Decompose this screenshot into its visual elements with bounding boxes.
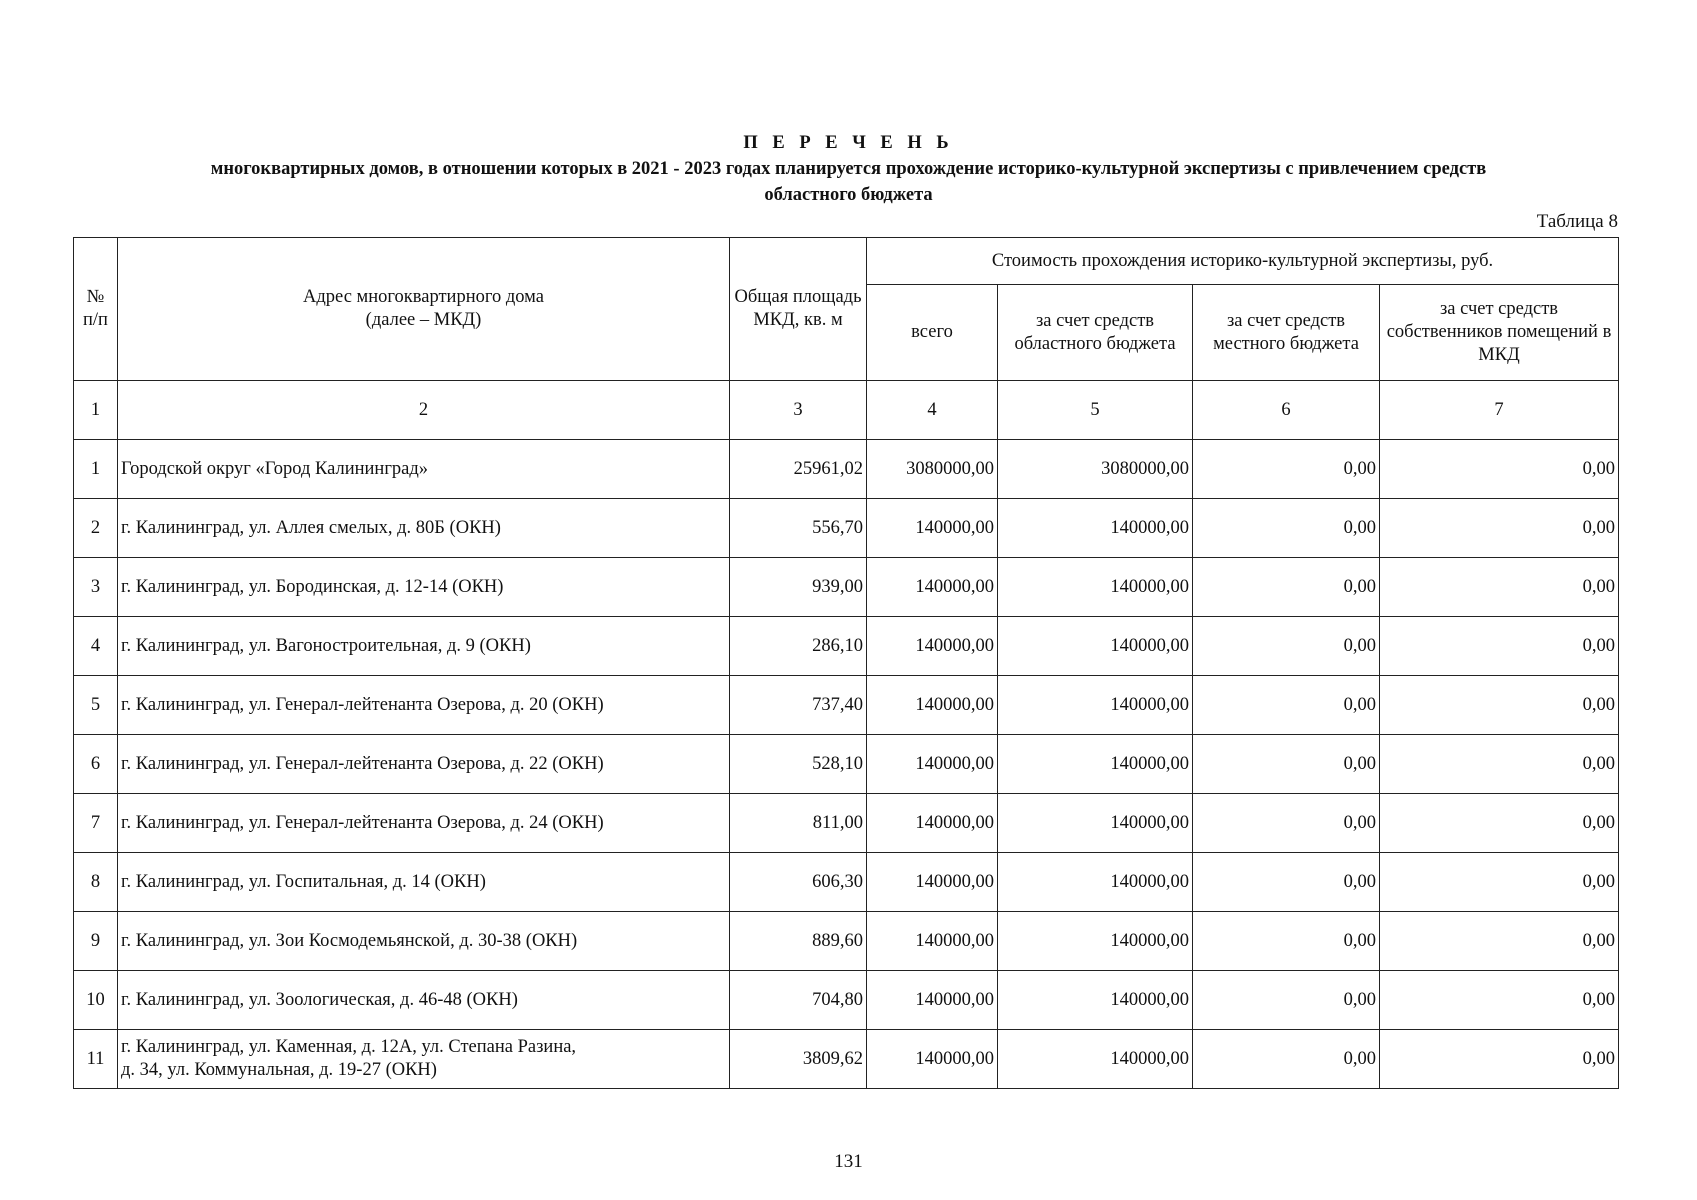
row-total: 140000,00	[867, 853, 998, 912]
row-address	[118, 1030, 730, 1089]
document-subtitle: многоквартирных домов, в отношении которых в 2021 - 2023 годах планируется прохождение историко-культурной экспертизы с привлечением средств	[210, 159, 1487, 179]
table-row	[74, 1030, 1619, 1089]
table-row	[74, 676, 1619, 735]
row-num: 7	[74, 794, 118, 853]
row-total: 140000,00	[867, 558, 998, 617]
table-row	[74, 617, 1619, 676]
row-area: 25961,02	[730, 440, 867, 499]
row-regional: 140000,00	[998, 794, 1193, 853]
row-address: г. Калининград, ул. Зоологическая, д. 46-48 (ОКН)	[118, 971, 730, 1030]
row-owners: 0,00	[1380, 499, 1619, 558]
row-num: 8	[74, 853, 118, 912]
header-cost-group: Стоимость прохождения историко-культурной экспертизы, руб.	[867, 238, 1619, 285]
row-owners: 0,00	[1380, 558, 1619, 617]
header-owners: за счет средств собственников помещений в МКД	[1380, 285, 1619, 381]
column-number: 7	[1380, 381, 1619, 440]
row-area: 811,00	[730, 794, 867, 853]
row-total: 140000,00	[867, 971, 998, 1030]
row-total: 140000,00	[867, 617, 998, 676]
row-num: 3	[74, 558, 118, 617]
column-number: 1	[74, 381, 118, 440]
row-address: г. Калининград, ул. Аллея смелых, д. 80Б (ОКН)	[118, 499, 730, 558]
row-address: г. Калининград, ул. Госпитальная, д. 14 (ОКН)	[118, 853, 730, 912]
row-owners: 0,00	[1380, 912, 1619, 971]
row-local: 0,00	[1193, 912, 1380, 971]
row-local: 0,00	[1193, 853, 1380, 912]
row-area: 704,80	[730, 971, 867, 1030]
row-local: 0,00	[1193, 558, 1380, 617]
row-num: 9	[74, 912, 118, 971]
row-num: 10	[74, 971, 118, 1030]
header-local: за счет средств местного бюджета	[1193, 285, 1380, 381]
header-regional: за счет средств областного бюджета	[998, 285, 1193, 381]
row-area: 737,40	[730, 676, 867, 735]
row-regional: 140000,00	[998, 617, 1193, 676]
row-address-line1: г. Калининград, ул. Каменная, д. 12А, ул. Степана Разина,	[121, 1037, 577, 1057]
header-num: № п/п	[74, 238, 118, 381]
row-area: 556,70	[730, 499, 867, 558]
row-regional: 140000,00	[998, 558, 1193, 617]
row-owners: 0,00	[1380, 794, 1619, 853]
table-label: Таблица 8	[1536, 211, 1618, 232]
table-row	[74, 558, 1619, 617]
row-address: г. Калининград, ул. Генерал-лейтенанта Озерова, д. 22 (ОКН)	[118, 735, 730, 794]
row-address: г. Калининград, ул. Бородинская, д. 12-14 (ОКН)	[118, 558, 730, 617]
row-num: 1	[74, 440, 118, 499]
document-subtitle-continuation: областного бюджета	[764, 185, 933, 205]
document-title: П Е Р Е Ч Е Н Ь	[743, 133, 954, 153]
row-area: 286,10	[730, 617, 867, 676]
row-local: 0,00	[1193, 499, 1380, 558]
table-row	[74, 499, 1619, 558]
row-total: 140000,00	[867, 794, 998, 853]
row-address: г. Калининград, ул. Генерал-лейтенанта Озерова, д. 20 (ОКН)	[118, 676, 730, 735]
row-total: 140000,00	[867, 676, 998, 735]
row-area: 3809,62	[730, 1030, 867, 1089]
row-owners: 0,00	[1380, 853, 1619, 912]
row-num: 2	[74, 499, 118, 558]
row-owners: 0,00	[1380, 440, 1619, 499]
table-row	[74, 794, 1619, 853]
row-area: 528,10	[730, 735, 867, 794]
row-num: 6	[74, 735, 118, 794]
header-address	[118, 238, 730, 381]
row-owners: 0,00	[1380, 676, 1619, 735]
page-number: 131	[834, 1151, 863, 1172]
column-number: 5	[998, 381, 1193, 440]
table-row-total	[74, 440, 1619, 499]
row-regional: 140000,00	[998, 912, 1193, 971]
row-regional: 140000,00	[998, 1030, 1193, 1089]
row-regional: 3080000,00	[998, 440, 1193, 499]
row-regional: 140000,00	[998, 735, 1193, 794]
row-owners: 0,00	[1380, 735, 1619, 794]
column-number: 2	[118, 381, 730, 440]
row-num: 11	[74, 1030, 118, 1089]
table-row	[74, 853, 1619, 912]
row-regional: 140000,00	[998, 499, 1193, 558]
row-regional: 140000,00	[998, 676, 1193, 735]
row-total: 140000,00	[867, 912, 998, 971]
houses-table	[73, 237, 1619, 1089]
row-address: г. Калининград, ул. Зои Космодемьянской, д. 30-38 (ОКН)	[118, 912, 730, 971]
row-local: 0,00	[1193, 735, 1380, 794]
header-address-line1: Адрес многоквартирного дома	[303, 287, 544, 307]
row-owners: 0,00	[1380, 971, 1619, 1030]
row-total: 3080000,00	[867, 440, 998, 499]
row-total: 140000,00	[867, 499, 998, 558]
row-total: 140000,00	[867, 735, 998, 794]
header-address-line2: (далее – МКД)	[365, 310, 482, 330]
row-local: 0,00	[1193, 794, 1380, 853]
row-local: 0,00	[1193, 440, 1380, 499]
header-area: Общая площадь МКД, кв. м	[730, 238, 867, 381]
row-area: 606,30	[730, 853, 867, 912]
row-local: 0,00	[1193, 617, 1380, 676]
header-total: всего	[867, 285, 998, 381]
table-row	[74, 735, 1619, 794]
column-number: 4	[867, 381, 998, 440]
row-regional: 140000,00	[998, 853, 1193, 912]
row-owners: 0,00	[1380, 617, 1619, 676]
row-address: г. Калининград, ул. Вагоностроительная, д. 9 (ОКН)	[118, 617, 730, 676]
column-numbers-row	[74, 381, 1619, 440]
column-number: 6	[1193, 381, 1380, 440]
column-number: 3	[730, 381, 867, 440]
row-address-line2: д. 34, ул. Коммунальная, д. 19-27 (ОКН)	[121, 1060, 437, 1080]
row-regional: 140000,00	[998, 971, 1193, 1030]
row-area: 939,00	[730, 558, 867, 617]
row-address: г. Калининград, ул. Генерал-лейтенанта Озерова, д. 24 (ОКН)	[118, 794, 730, 853]
row-num: 4	[74, 617, 118, 676]
table-row	[74, 971, 1619, 1030]
table-row	[74, 912, 1619, 971]
row-area: 889,60	[730, 912, 867, 971]
row-local: 0,00	[1193, 1030, 1380, 1089]
row-num: 5	[74, 676, 118, 735]
row-local: 0,00	[1193, 676, 1380, 735]
row-address: Городской округ «Город Калининград»	[118, 440, 730, 499]
row-local: 0,00	[1193, 971, 1380, 1030]
row-owners: 0,00	[1380, 1030, 1619, 1089]
row-total: 140000,00	[867, 1030, 998, 1089]
